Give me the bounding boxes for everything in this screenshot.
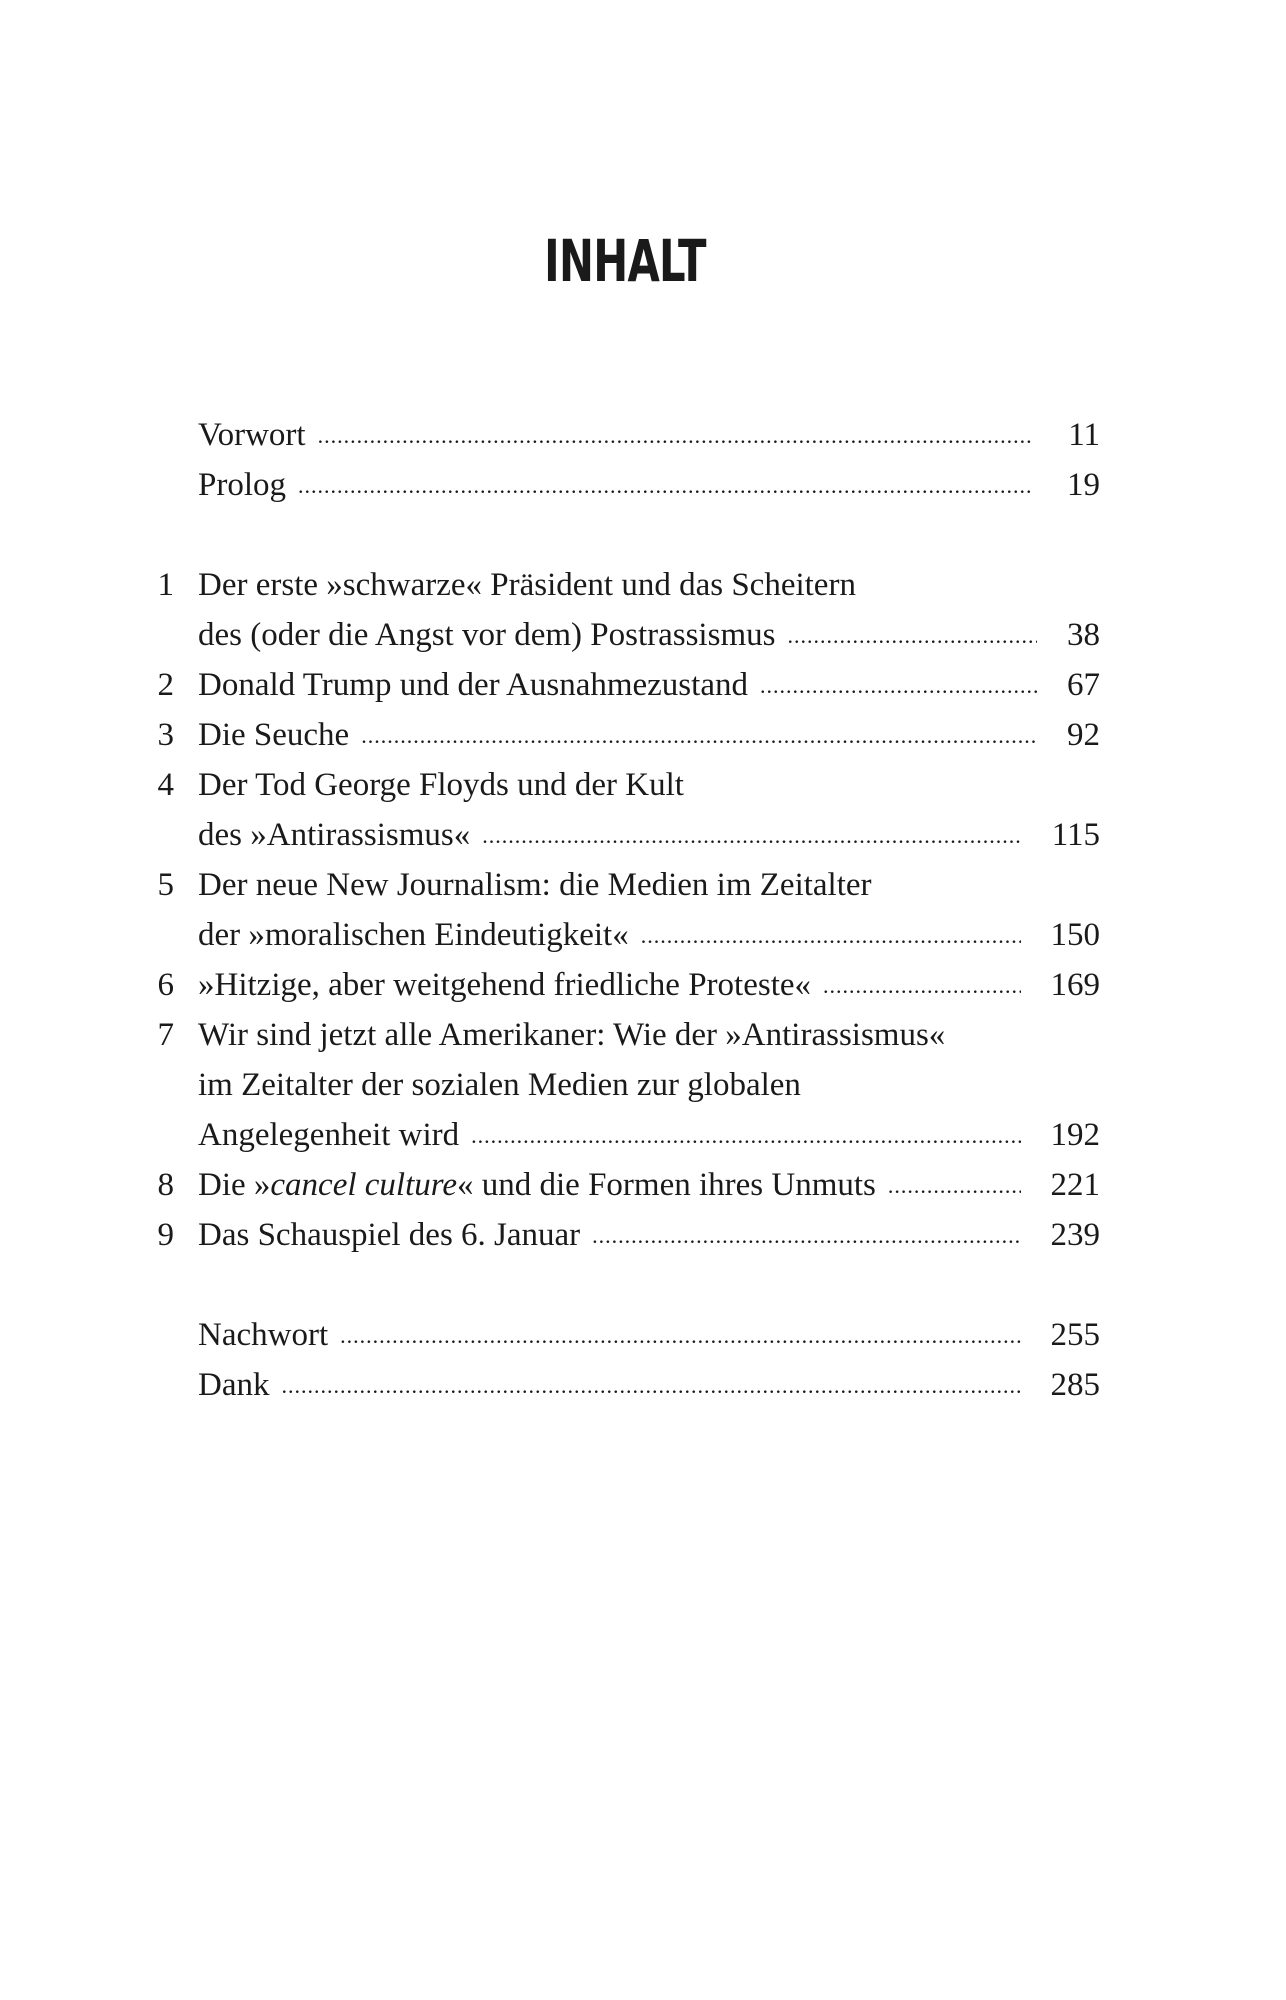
- page-number: 221: [1050, 1167, 1100, 1203]
- toc-entry-line: [140, 760, 1100, 810]
- entry-title: des (oder die Angst vor dem) Postrassismus: [198, 617, 776, 653]
- toc-entry-line: [140, 910, 1100, 960]
- dot-leader: [340, 1311, 1020, 1361]
- chapter-number: 6: [157, 967, 174, 1003]
- page-number: 67: [1067, 667, 1100, 703]
- page-number: 115: [1051, 817, 1100, 853]
- entry-title: Die »cancel culture« und die Formen ihres Unmuts: [198, 1167, 876, 1203]
- toc-entry-line: [140, 1160, 1100, 1210]
- chapter-number: 8: [157, 1167, 174, 1203]
- chapter-number: 7: [157, 1017, 174, 1053]
- entry-title: Angelegenheit wird: [198, 1117, 460, 1153]
- toc-entry-line: [140, 560, 1100, 610]
- toc-entry: [140, 410, 1100, 460]
- entry-title: Die Seuche: [198, 717, 350, 753]
- toc-entry: [140, 1010, 1100, 1160]
- page-number: 255: [1050, 1317, 1100, 1353]
- entry-title: der »moralischen Eindeutigkeit«: [198, 917, 629, 953]
- dot-leader: [888, 1161, 1021, 1211]
- page-number: 192: [1050, 1117, 1100, 1153]
- page-number: 11: [1068, 417, 1100, 453]
- page-number: 239: [1050, 1217, 1100, 1253]
- toc-entry-line: [140, 710, 1100, 760]
- toc-front-matter: [140, 410, 1100, 510]
- dot-leader: [482, 811, 1021, 861]
- toc-entry: [140, 1160, 1100, 1210]
- toc-entry-line: [140, 410, 1100, 460]
- chapter-number: 5: [157, 867, 174, 903]
- toc-back-matter: [140, 1310, 1100, 1410]
- toc-chapters: [140, 560, 1100, 1260]
- dot-leader: [318, 411, 1034, 461]
- toc-entry: [140, 460, 1100, 510]
- dot-leader: [787, 611, 1037, 661]
- page-title: INHALT: [544, 227, 706, 295]
- dot-leader: [281, 1361, 1020, 1411]
- toc-entry-line: [140, 1360, 1100, 1410]
- entry-title: Prolog: [198, 467, 287, 503]
- toc-entry: [140, 560, 1100, 660]
- entry-title: Nachwort: [198, 1317, 329, 1353]
- dot-leader: [760, 661, 1037, 711]
- entry-title: im Zeitalter der sozialen Medien zur globalen: [198, 1067, 801, 1103]
- chapter-number: 3: [157, 717, 174, 753]
- toc-entry: [140, 660, 1100, 710]
- page-number: 285: [1050, 1367, 1100, 1403]
- dot-leader: [823, 961, 1020, 1011]
- chapter-number: 2: [157, 667, 174, 703]
- entry-title: Der neue New Journalism: die Medien im Zeitalter: [198, 867, 872, 903]
- toc-entry-line: [140, 460, 1100, 510]
- chapter-number: 9: [157, 1217, 174, 1253]
- toc-entry-line: [140, 610, 1100, 660]
- entry-title: Der erste »schwarze« Präsident und das Scheitern: [198, 567, 856, 603]
- dot-leader: [298, 461, 1033, 511]
- toc-entry: [140, 960, 1100, 1010]
- entry-title: Der Tod George Floyds und der Kult: [198, 767, 684, 803]
- toc-entry-line: [140, 1010, 1100, 1060]
- chapter-number: 1: [157, 567, 174, 603]
- toc-entry-line: [140, 810, 1100, 860]
- page-number: 19: [1067, 467, 1100, 503]
- entry-title: Vorwort: [198, 417, 306, 453]
- page-number: 92: [1067, 717, 1100, 753]
- dot-leader: [471, 1111, 1020, 1161]
- toc-entry-line: [140, 1110, 1100, 1160]
- entry-title: Dank: [198, 1367, 270, 1403]
- toc-entry-line: [140, 660, 1100, 710]
- toc-entry: [140, 860, 1100, 960]
- toc-entry-line: [140, 960, 1100, 1010]
- page-number: 169: [1050, 967, 1100, 1003]
- toc-entry-line: [140, 1210, 1100, 1260]
- entry-title: Wir sind jetzt alle Amerikaner: Wie der »Antirassismus«: [198, 1017, 946, 1053]
- toc-entry: [140, 1310, 1100, 1360]
- toc-entry: [140, 760, 1100, 860]
- toc-entry: [140, 710, 1100, 760]
- chapter-number: 4: [157, 767, 174, 803]
- entry-title: Donald Trump und der Ausnahmezustand: [198, 667, 748, 703]
- toc-entry-line: [140, 860, 1100, 910]
- entry-title: »Hitzige, aber weitgehend friedliche Proteste«: [198, 967, 812, 1003]
- toc-entry: [140, 1360, 1100, 1410]
- page-number: 150: [1050, 917, 1100, 953]
- page-number: 38: [1067, 617, 1100, 653]
- toc-entry: [140, 1210, 1100, 1260]
- dot-leader: [641, 911, 1021, 961]
- toc-entry-line: [140, 1310, 1100, 1360]
- dot-leader: [592, 1211, 1020, 1261]
- entry-title: des »Antirassismus«: [198, 817, 471, 853]
- entry-title: Das Schauspiel des 6. Januar: [198, 1217, 581, 1253]
- table-of-contents: [140, 410, 1100, 1460]
- toc-entry-line: [140, 1060, 1100, 1110]
- dot-leader: [361, 711, 1036, 761]
